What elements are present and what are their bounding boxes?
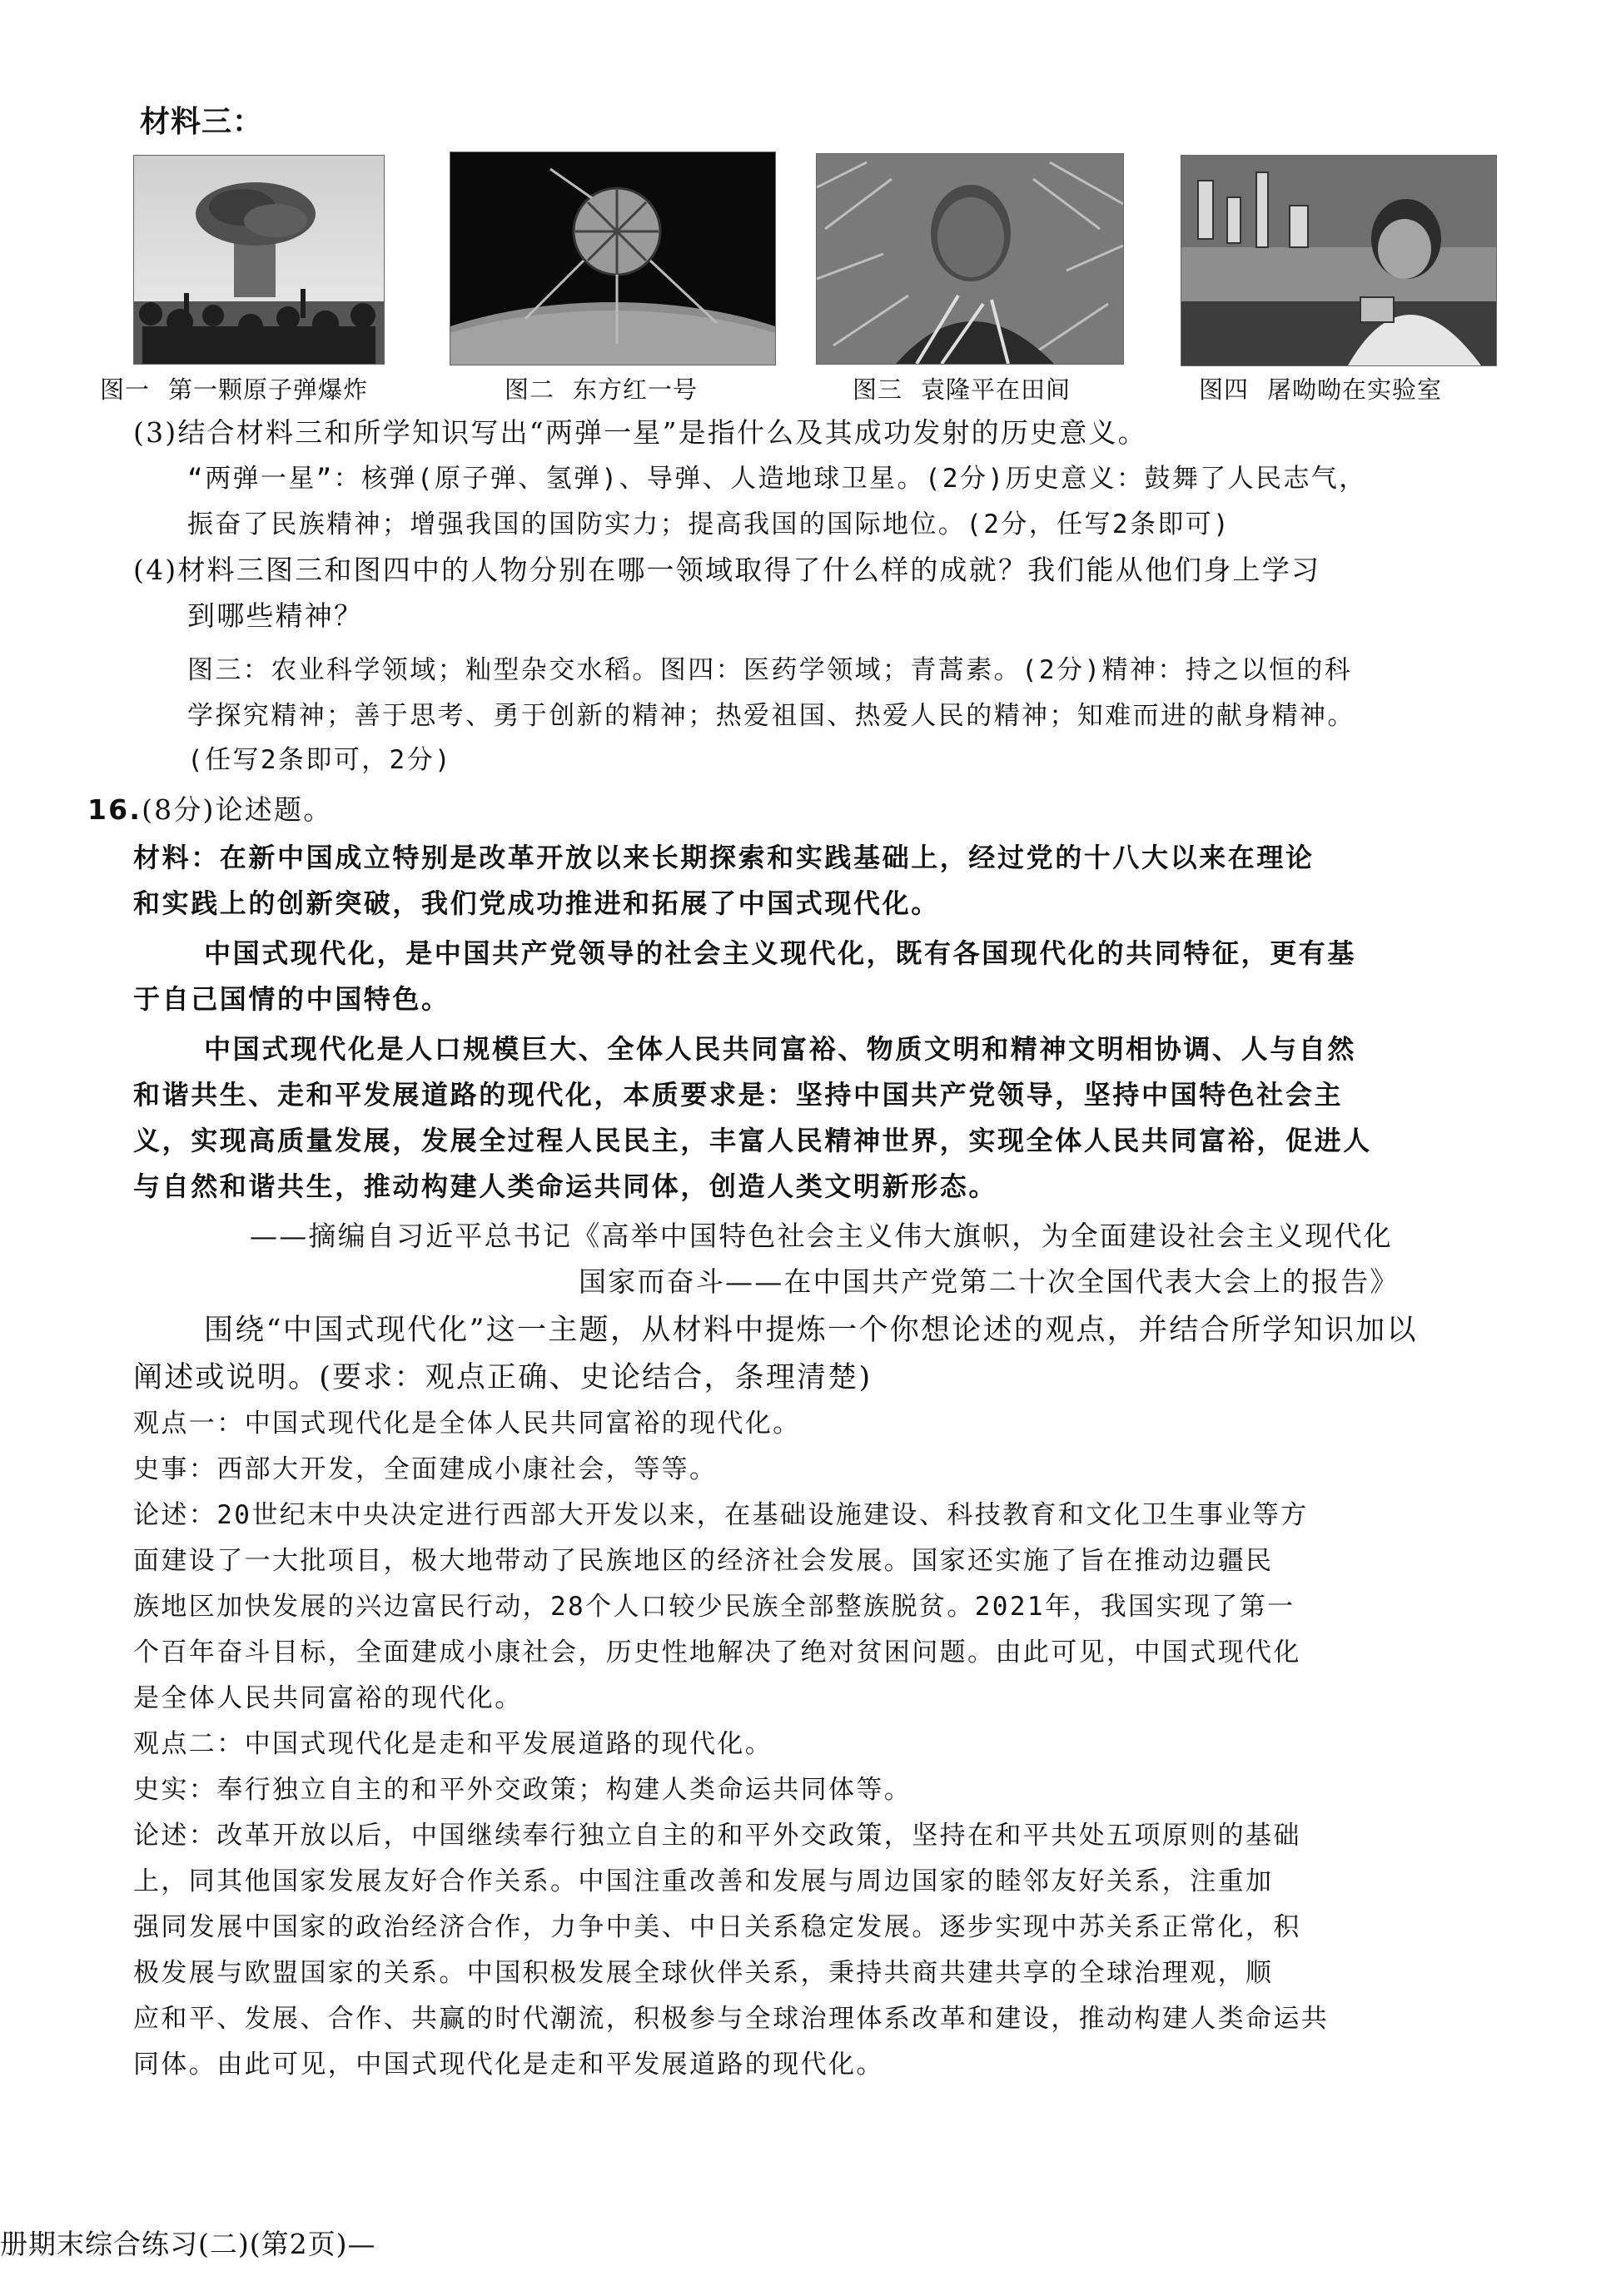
- q4-answer-line: 学探究精神；善于思考、勇于创新的精神；热爱祖国、热爱人民的精神；知难而进的献身精神。: [187, 701, 1355, 731]
- q16-prompt-line: 阐述或说明。(要求：观点正确、史论结合，条理清楚): [133, 1361, 873, 1394]
- q3-answer-line: 振奋了民族精神；增强我国的国防实力；提高我国的国际地位。(2分，任写2条即可): [187, 509, 1231, 539]
- q16-answer-line: 强同发展中国家的政治经济合作，力争中美、中日关系稳定发展。逐步实现中苏关系正常化，积: [133, 1912, 1301, 1942]
- q16-answer-line: 同体。由此可见，中国式现代化是走和平发展道路的现代化。: [133, 2050, 884, 2080]
- q16-source-line: ——摘编自习近平总书记《高举中国特色社会主义伟大旗帜，为全面建设社会主义现代化: [250, 1220, 1393, 1252]
- photo-dongfanghong-satellite: [450, 152, 776, 365]
- photo-tu-youyou: [1181, 155, 1497, 366]
- q4-answer-line: 图三：农业科学领域；籼型杂交水稻。图四：医药学领域；青蒿素。(2分)精神：持之以恒的科: [187, 655, 1353, 685]
- q16-answer-line: 上，同其他国家发展友好合作关系。中国注重改善和发展与周边国家的睦邻友好关系，注重加: [133, 1866, 1274, 1896]
- q16-answer-line: 观点一：中国式现代化是全体人民共同富裕的现代化。: [133, 1409, 801, 1439]
- photo-atomic-bomb: [133, 155, 385, 365]
- q16-answer-line: 应和平、发展、合作、共赢的时代潮流，积极参与全球治理体系改革和建设，推动构建人类命运共: [133, 2004, 1330, 2034]
- material3-title: 材料三：: [140, 105, 264, 139]
- figure-caption-3: 图三 袁隆平在田间: [853, 375, 1071, 404]
- q4-answer-line: (任写2条即可，2分): [187, 745, 453, 775]
- q16-header: [87, 793, 332, 827]
- q16-answer-line: 观点二：中国式现代化是走和平发展道路的现代化。: [133, 1729, 773, 1759]
- q16-answer-line: 个百年奋斗目标，全面建成小康社会，历史性地解决了绝对贫困问题。由此可见，中国式现代化: [133, 1638, 1301, 1667]
- q3-question: (3)结合材料三和所学知识写出“两弹一星”是指什么及其成功发射的历史意义。: [133, 416, 1147, 449]
- q16-material-line: 与自然和谐共生，推动构建人类命运共同体，创造人类文明新形态。: [133, 1170, 998, 1202]
- photo-yuan-longping: [816, 153, 1124, 365]
- q3-answer-line: “两弹一星”：核弹(原子弹、氢弹)、导弹、人造地球卫星。(2分)历史意义：鼓舞了人民志气，: [187, 464, 1367, 494]
- q16-answer-line: 史实：奉行独立自主的和平外交政策；构建人类命运共同体等。: [133, 1775, 912, 1805]
- q16-material-line: 于自己国情的中国特色。: [133, 983, 450, 1015]
- q16-answer-line: 是全体人民共同富裕的现代化。: [133, 1683, 523, 1713]
- figure-caption-2: 图二 东方红一号: [505, 375, 699, 404]
- q16-answer-line: 论述：20世纪末中央决定进行西部大开发以来，在基础设施建设、科技教育和文化卫生事业等方: [133, 1500, 1309, 1530]
- q16-answer-line: 极发展与欧盟国家的关系。中国积极发展全球伙伴关系，秉持共商共建共享的全球治理观，顺: [133, 1958, 1274, 1988]
- figure-caption-1: 图一 第一颗原子弹爆炸: [100, 375, 369, 404]
- q16-material-line: 义，实现高质量发展，发展全过程人民民主，丰富人民精神世界，实现全体人民共同富裕，促进人: [133, 1125, 1372, 1156]
- q16-title: (8分)论述题。: [142, 793, 333, 826]
- page-footer: 册期末综合练习(二)(第2页)—: [0, 2228, 376, 2260]
- q16-material-line: 和实践上的创新突破，我们党成功推进和拓展了中国式现代化。: [133, 887, 940, 919]
- q16-material-line: 中国式现代化，是中国共产党领导的社会主义现代化，既有各国现代化的共同特征，更有基: [204, 937, 1357, 969]
- q16-source-line: 国家而奋斗——在中国共产党第二十次全国代表大会上的报告》: [579, 1265, 1400, 1298]
- q16-answer-line: 面建设了一大批项目，极大地带动了民族地区的经济社会发展。国家还实施了旨在推动边疆民: [133, 1546, 1274, 1576]
- q16-material-line: 中国式现代化是人口规模巨大、全体人民共同富裕、物质文明和精神文明相协调、人与自然: [204, 1033, 1357, 1065]
- q16-prompt-line: 围绕“中国式现代化”这一主题，从材料中提炼一个你想论述的观点，并结合所学知识加以: [204, 1314, 1418, 1347]
- q4-question-line: 到哪些精神？: [187, 599, 364, 632]
- q16-answer-line: 族地区加快发展的兴边富民行动，28个人口较少民族全部整族脱贫。2021年，我国实现了第一: [133, 1592, 1295, 1622]
- q16-answer-line: 史事：西部大开发，全面建成小康社会，等等。: [133, 1454, 718, 1484]
- q4-question-line: (4)材料三图三和图四中的人物分别在哪一领域取得了什么样的成就？我们能从他们身上学习: [133, 554, 1321, 586]
- q16-material-line: 材料：在新中国成立特别是改革开放以来长期探索和实践基础上，经过党的十八大以来在理论: [133, 842, 1315, 873]
- q16-answer-line: 论述：改革开放以后，中国继续奉行独立自主的和平外交政策，坚持在和平共处五项原则的基础: [133, 1821, 1301, 1851]
- q16-number: 16.: [87, 793, 142, 826]
- figure-caption-4: 图四 屠呦呦在实验室: [1199, 375, 1443, 404]
- q16-material-line: 和谐共生、走和平发展道路的现代化，本质要求是：坚持中国共产党领导，坚持中国特色社会主: [133, 1079, 1344, 1111]
